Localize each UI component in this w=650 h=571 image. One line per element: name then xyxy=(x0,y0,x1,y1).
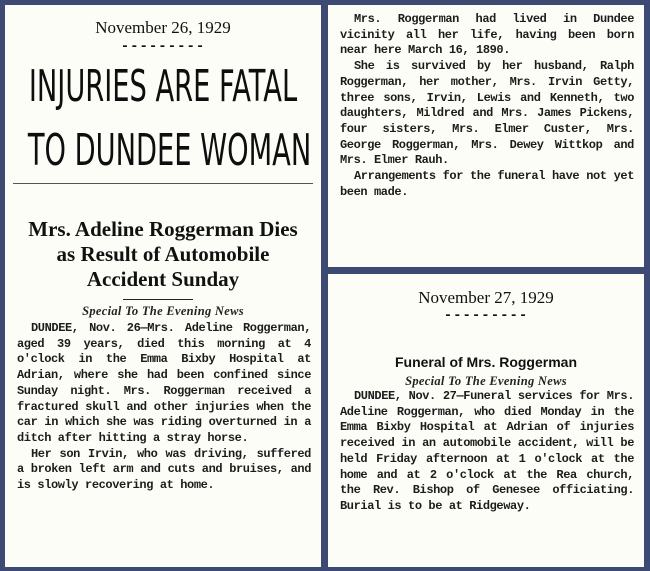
clipping-date: November 26, 1929 xyxy=(95,18,231,37)
date-divider: --------- xyxy=(443,308,529,324)
article-body xyxy=(17,321,311,494)
funeral-subhead: Funeral of Mrs. Roggerman xyxy=(394,354,578,370)
clipping-continued xyxy=(328,5,644,267)
article-paragraph: DUNDEE, Nov. 26—Mrs. Adeline Roggerman, aged 39 years, died this morning at 4 o'clock in the Emma Bixby Hospital at Adrian, where she had been confined since Sunday night. Mrs. Roggerman received a fractured skull and other injuries when the car in which she was riding overturned in a ditch after hitting a stray horse. xyxy=(17,321,311,445)
byline: Special To The Evening News xyxy=(82,304,244,318)
date-divider: --------- xyxy=(120,39,206,55)
clipping-nov-27 xyxy=(328,274,644,567)
subhead-line-2: as Result of Automobile xyxy=(56,242,270,266)
article-paragraph: DUNDEE, Nov. 27—Funeral services for Mrs. Adeline Roggerman, who died Monday in the Emma Bixby Hospital at Adrian of injuries received in an automobile accident, will be held Friday afternoon at 1 o'clock at the home and at 2 o'clock at the Rea church, the Rev. Bishop of Genesee officiating. Burial is to be at Ridgeway. xyxy=(340,389,634,513)
section-rule xyxy=(123,299,193,300)
headline-line-2: TO DUNDEE WOMAN xyxy=(27,125,312,176)
article-paragraph: Arrangements for the funeral have not yet been made. xyxy=(340,169,634,199)
headline-rule xyxy=(13,183,313,184)
headline-line-1: INJURIES ARE FATAL xyxy=(28,61,298,112)
byline: Special To The Evening News xyxy=(405,374,567,388)
article-paragraph: Her son Irvin, who was driving, suffered a broken left arm and cuts and bruises, and is slowly recovering at home. xyxy=(17,446,311,493)
subhead-line-1: Mrs. Adeline Roggerman Dies xyxy=(28,217,298,241)
article-paragraph: She is survived by her husband, Ralph Roggerman, her mother, Mrs. Irvin Getty, three sons, Irvin, Lewis and Kenneth, two daughters, Mildred and Mrs. James Pickens, four sisters, Mrs. Elmer Custer, Mrs. George Roggerman, Mrs. Dewey Wittkop and Mrs. Elmer Rauh. xyxy=(340,59,634,168)
subhead-line-3: Accident Sunday xyxy=(86,267,240,291)
funeral-body xyxy=(340,389,634,515)
article-body-continued xyxy=(340,12,634,200)
clipping-nov-26 xyxy=(5,5,321,567)
clipping-date: November 27, 1929 xyxy=(418,288,554,307)
article-paragraph: Mrs. Roggerman had lived in Dundee vicinity all her life, having been born near here March 16, 1890. xyxy=(340,12,634,58)
